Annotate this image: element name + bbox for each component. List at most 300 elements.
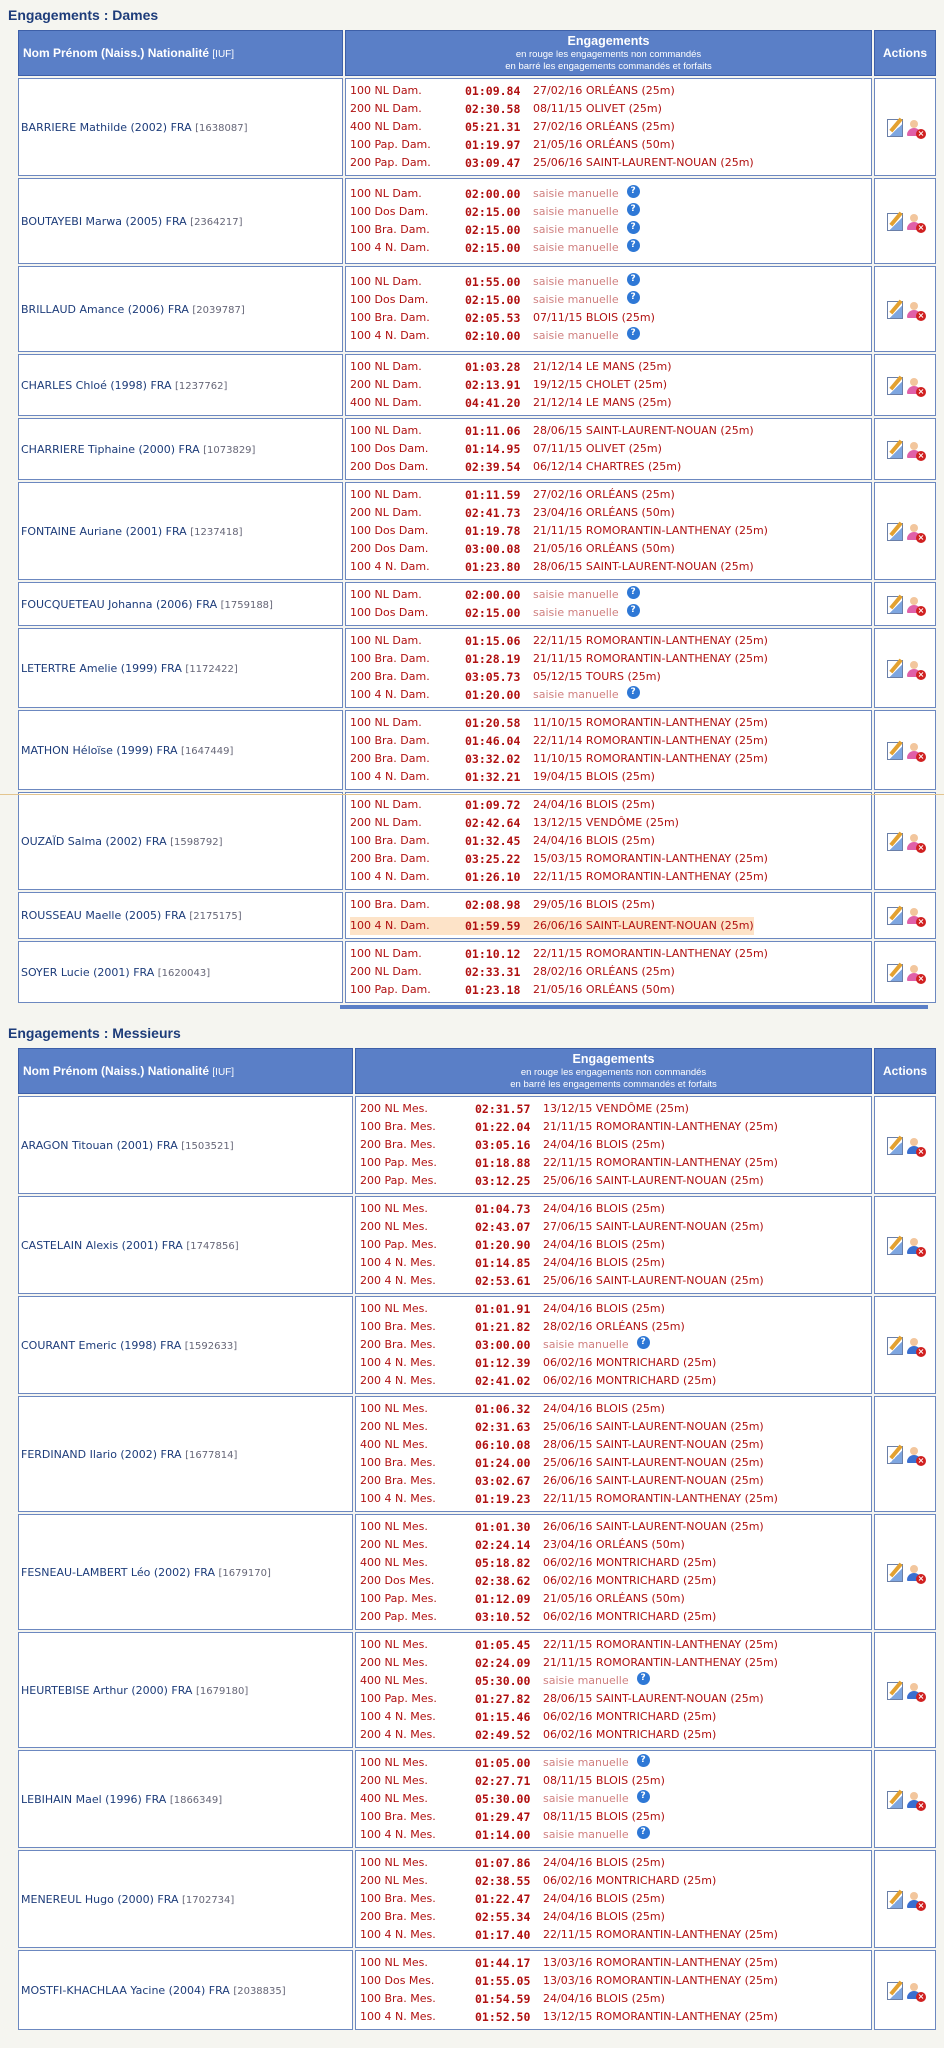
engagement-line [360,1518,867,1536]
entry-time: 02:55.34 [475,1910,531,1924]
engagement-line [350,750,867,768]
swimmer-iuf: [1866349] [169,1794,223,1806]
event-name: 100 Pap. Dam. [350,138,431,151]
event-name: 200 Dos Dam. [350,542,429,555]
event-name: 100 NL Mes. [360,1302,428,1315]
event-name: 100 NL Mes. [360,1956,428,1969]
performance-info: 23/04/16 ORLÉANS (50m) [533,506,675,519]
engagement-line [360,1318,867,1336]
swimmer-name-cell [18,482,343,580]
event-name: 100 NL Dam. [350,588,422,601]
help-icon[interactable]: ? [627,586,640,599]
event-name: 100 Bra. Mes. [360,1120,436,1133]
engagement-line [350,732,867,750]
engagement-line [350,604,867,622]
help-icon[interactable]: ? [627,327,640,340]
swimmer-row [18,1632,936,1748]
swimmer-iuf: [1503521] [181,1140,234,1152]
event-name: 200 Bra. Dam. [350,852,430,865]
entry-time: 01:27.82 [475,1692,531,1706]
swimmer-iuf: [1237418] [190,526,243,538]
swimmer-iuf: [2038835] [233,1985,286,1997]
engagement-line [360,1100,867,1118]
performance-info: 24/04/16 BLOIS (25m) [543,1138,665,1151]
performance-info: 23/04/16 ORLÉANS (50m) [543,1538,685,1551]
swimmer-row [18,1750,936,1848]
edit-icon[interactable] [887,742,903,760]
engagement-line [350,768,867,786]
event-name: 100 NL Dam. [350,716,422,729]
swimmer-name-cell [18,1950,353,2030]
engagement-line [360,1954,867,1972]
engagement-line [350,832,867,850]
manual-entry-label: saisie manuelle [543,1792,629,1805]
performance-info: 08/11/15 BLOIS (25m) [543,1810,665,1823]
engagement-line [360,1572,867,1590]
engagement-line [350,868,867,886]
entry-time: 01:22.04 [475,1120,531,1134]
performance-info: 25/06/16 SAINT-LAURENT-NOUAN (25m) [543,1174,764,1187]
help-icon[interactable]: ? [637,1336,650,1349]
swimmer-name: ROUSSEAU Maelle (2005) FRA [21,909,186,922]
performance-info: 25/06/16 SAINT-LAURENT-NOUAN (25m) [533,156,754,169]
remove-swimmer-male-icon[interactable]: × [905,1982,923,2000]
swimmer-row [18,266,936,352]
remove-swimmer-female-icon[interactable]: × [905,523,923,541]
swimmer-row [18,418,936,480]
remove-swimmer-female-icon[interactable]: × [905,377,923,395]
help-icon[interactable]: ? [637,1826,650,1839]
engagement-line [360,1590,867,1608]
remove-swimmer-female-icon[interactable]: × [905,907,923,925]
help-icon[interactable]: ? [627,185,640,198]
edit-icon[interactable] [887,119,903,137]
engagement-line [360,1990,867,2008]
performance-info: 19/12/15 CHOLET (25m) [533,378,668,391]
entry-time: 01:12.09 [475,1592,531,1606]
swimmer-iuf: [1747856] [186,1240,239,1252]
performance-info: 11/10/15 ROMORANTIN-LANTHENAY (25m) [533,716,768,729]
engagement-line [360,1218,867,1236]
performance-info: 15/03/15 ROMORANTIN-LANTHENAY (25m) [533,852,768,865]
remove-swimmer-female-icon[interactable]: × [905,596,923,614]
actions-cell [874,892,936,939]
performance-info: 26/06/16 SAINT-LAURENT-NOUAN (25m) [533,919,754,932]
remove-swimmer-male-icon[interactable]: × [905,1237,923,1255]
event-name: 100 Dos Dam. [350,442,429,455]
event-name: 200 Bra. Dam. [350,670,430,683]
swimmer-name-cell [18,1396,353,1512]
entry-time: 05:30.00 [475,1792,531,1806]
performance-info: 21/11/15 ROMORANTIN-LANTHENAY (25m) [533,524,768,537]
event-name: 200 Bra. Mes. [360,1474,436,1487]
engagement-line [350,118,867,136]
event-name: 100 NL Dam. [350,798,422,811]
entry-time: 01:14.00 [475,1828,531,1842]
entry-time: 03:02.67 [475,1474,531,1488]
header-engagements: Engagements en rouge les engagements non commandés en barré les engagements commandés et forfaits [355,1048,872,1094]
help-icon[interactable]: ? [627,221,640,234]
event-name: 100 Bra. Dam. [350,652,430,665]
event-name: 100 Bra. Mes. [360,1892,436,1905]
event-name: 100 4 N. Mes. [360,1256,436,1269]
performance-info: 27/02/16 ORLÉANS (25m) [533,84,675,97]
remove-swimmer-female-icon[interactable]: × [905,301,923,319]
event-name: 400 NL Dam. [350,120,422,133]
manual-entry-label: saisie manuelle [533,187,619,200]
entry-time: 02:00.00 [465,588,521,602]
remove-swimmer-female-icon[interactable]: × [905,964,923,982]
section-dames [0,2,938,1009]
engagements-cell [355,1096,872,1194]
entry-time: 01:14.85 [475,1256,531,1270]
performance-info: 22/11/15 ROMORANTIN-LANTHENAY (25m) [533,947,768,960]
swimmer-iuf: [2364217] [190,216,243,228]
swimmer-row [18,1096,936,1194]
performance-info: 13/03/16 ROMORANTIN-LANTHENAY (25m) [543,1974,778,1987]
event-name: 100 4 N. Dam. [350,560,430,573]
engagement-line [360,1972,867,1990]
performance-info: 06/02/16 MONTRICHARD (25m) [543,1874,717,1887]
edit-icon[interactable] [887,660,903,678]
entry-time: 01:17.40 [475,1928,531,1942]
event-name: 200 Dos Dam. [350,460,429,473]
swimmer-iuf: [1073829] [203,444,256,456]
edit-icon[interactable] [887,833,903,851]
entry-time: 01:05.45 [475,1638,531,1652]
event-name: 100 NL Mes. [360,1856,428,1869]
event-name: 100 4 N. Mes. [360,1828,436,1841]
section-title-messieurs: Engagements : Messieurs [8,1025,181,1041]
entry-time: 02:41.02 [475,1374,531,1388]
performance-info: 06/12/14 CHARTRES (25m) [533,460,682,473]
event-name: 100 Bra. Dam. [350,834,430,847]
event-name: 200 NL Mes. [360,1874,428,1887]
edit-icon[interactable] [887,1564,903,1582]
swimmer-row [18,1514,936,1630]
swimmer-iuf: [1620043] [157,967,211,979]
engagement-line [350,440,867,458]
entry-time: 01:15.46 [475,1710,531,1724]
swimmer-name: CASTELAIN Alexis (2001) FRA [21,1238,183,1252]
performance-info: 06/02/16 MONTRICHARD (25m) [543,1610,717,1623]
remove-swimmer-female-icon[interactable]: × [905,660,923,678]
help-icon[interactable]: ? [627,239,640,252]
swimmer-name-cell [18,1196,353,1294]
remove-swimmer-male-icon[interactable]: × [905,1682,923,1700]
help-icon[interactable]: ? [627,203,640,216]
entry-time: 02:10.00 [465,329,521,343]
engagement-line [350,458,867,476]
event-name: 100 4 N. Dam. [350,919,430,932]
entry-time: 02:15.00 [465,606,521,620]
edit-icon[interactable] [887,523,903,541]
swimmer-row [18,1296,936,1394]
event-name: 200 NL Mes. [360,1102,428,1115]
swimmer-iuf: [1237762] [175,380,228,392]
entry-time: 01:15.06 [465,634,521,648]
event-name: 400 NL Mes. [360,1556,428,1569]
entry-time: 02:42.64 [465,816,521,830]
remove-swimmer-male-icon[interactable]: × [905,1791,923,1809]
performance-info: 06/02/16 MONTRICHARD (25m) [543,1728,717,1741]
swimmer-name-cell [18,1514,353,1630]
engagements-cell [355,1296,872,1394]
entry-time: 01:44.17 [475,1956,531,1970]
engagement-line [350,291,867,309]
performance-info: 25/06/16 SAINT-LAURENT-NOUAN (25m) [543,1274,764,1287]
engagement-line [350,239,867,257]
engagements-cell [355,1396,872,1512]
engagement-line [350,154,867,172]
engagement-line [360,1200,867,1218]
swimmer-name-cell [18,1850,353,1948]
event-name: 100 4 N. Dam. [350,329,430,342]
engagement-line [350,981,867,999]
engagement-line [350,522,867,540]
engagement-line [350,376,867,394]
engagements-cell [355,1750,872,1848]
event-name: 100 NL Dam. [350,488,422,501]
edit-icon[interactable] [887,907,903,925]
actions-cell [874,582,936,626]
entry-time: 01:07.86 [475,1856,531,1870]
remove-swimmer-male-icon[interactable]: × [905,1137,923,1155]
performance-info: 06/02/16 MONTRICHARD (25m) [543,1374,717,1387]
event-name: 100 Pap. Mes. [360,1238,437,1251]
help-icon[interactable]: ? [627,291,640,304]
performance-info: 13/12/15 ROMORANTIN-LANTHENAY (25m) [543,2010,778,2023]
entry-time: 02:08.98 [465,898,521,912]
event-name: 100 NL Dam. [350,424,422,437]
entry-time: 01:23.18 [465,983,521,997]
manual-entry-label: saisie manuelle [533,588,619,601]
help-icon[interactable]: ? [627,686,640,699]
actions-cell [874,1514,936,1630]
event-name: 200 Bra. Mes. [360,1910,436,1923]
remove-swimmer-female-icon[interactable]: × [905,213,923,231]
edit-icon[interactable] [887,441,903,459]
swimmer-iuf: [2039787] [192,304,245,316]
header-engagements: Engagements en rouge les engagements non commandés en barré les engagements commandés et forfaits [345,30,872,76]
performance-info: 21/05/16 ORLÉANS (50m) [543,1592,685,1605]
entry-time: 01:21.82 [475,1320,531,1334]
engagement-line [350,100,867,118]
entry-time: 01:26.10 [465,870,521,884]
performance-info: 19/04/15 BLOIS (25m) [533,770,655,783]
event-name: 200 NL Dam. [350,965,422,978]
actions-cell [874,1850,936,1948]
header-name: Nom Prénom (Naiss.) Nationalité [IUF] [18,1048,353,1094]
actions-cell [874,792,936,890]
event-name: 400 NL Mes. [360,1674,428,1687]
swimmer-iuf: [1702734] [181,1894,235,1906]
entry-time: 02:43.07 [475,1220,531,1234]
engagement-line [360,1436,867,1454]
entry-time: 02:31.57 [475,1102,531,1116]
performance-info: 29/05/16 BLOIS (25m) [533,898,655,911]
event-name: 100 Dos Dam. [350,205,429,218]
engagement-line [360,1254,867,1272]
swimmer-row [18,710,936,790]
engagement-line [350,504,867,522]
entry-time: 02:15.00 [465,293,521,307]
actions-cell [874,78,936,176]
engagements-cell [355,1196,872,1294]
remove-swimmer-female-icon[interactable]: × [905,441,923,459]
engagement-line [350,273,867,291]
event-name: 100 Bra. Mes. [360,1320,436,1333]
engagement-line [350,540,867,558]
manual-entry-label: saisie manuelle [543,1828,629,1841]
engagements-cell [355,1850,872,1948]
help-icon[interactable]: ? [637,1672,650,1685]
swimmer-iuf: [1679180] [195,1685,249,1697]
engagement-line [360,1354,867,1372]
remove-swimmer-female-icon[interactable]: × [905,742,923,760]
entry-time: 02:53.61 [475,1274,531,1288]
engagement-line [360,2008,867,2026]
swimmer-name: BOUTAYEBI Marwa (2005) FRA [21,214,187,228]
edit-icon[interactable] [887,596,903,614]
performance-info: 21/05/16 ORLÉANS (50m) [533,542,675,555]
performance-info: 06/02/16 MONTRICHARD (25m) [543,1356,717,1369]
entry-time: 01:19.97 [465,138,521,152]
actions-cell [874,1296,936,1394]
swimmer-name: MENEREUL Hugo (2000) FRA [21,1892,179,1906]
actions-cell [874,354,936,416]
entry-time: 03:05.16 [475,1138,531,1152]
engagements-cell [345,710,872,790]
performance-info: 08/11/15 BLOIS (25m) [543,1774,665,1787]
event-name: 100 NL Mes. [360,1520,428,1533]
swimmer-name-cell [18,941,343,1003]
help-icon[interactable]: ? [637,1790,650,1803]
entry-time: 01:11.59 [465,488,521,502]
remove-swimmer-male-icon[interactable]: × [905,1891,923,1909]
remove-swimmer-female-icon[interactable]: × [905,833,923,851]
performance-info: 21/05/16 ORLÉANS (50m) [533,138,675,151]
manual-entry-label: saisie manuelle [533,223,619,236]
performance-info: 22/11/14 ROMORANTIN-LANTHENAY (25m) [533,734,768,747]
event-name: 200 Bra. Mes. [360,1138,436,1151]
edit-icon[interactable] [887,1137,903,1155]
swimmer-name: LETERTRE Amelie (1999) FRA [21,661,182,675]
performance-info: 28/02/16 ORLÉANS (25m) [533,965,675,978]
engagements-cell [345,266,872,352]
edit-icon[interactable] [887,964,903,982]
performance-info: 27/02/16 ORLÉANS (25m) [533,488,675,501]
swimmer-name: FOUCQUETEAU Johanna (2006) FRA [21,597,218,611]
performance-info: 21/05/16 ORLÉANS (50m) [533,983,675,996]
edit-icon[interactable] [887,1791,903,1809]
entry-time: 03:00.08 [465,542,521,556]
swimmer-row [18,1196,936,1294]
table-bottom-bar [340,1005,928,1009]
entry-time: 02:31.63 [475,1420,531,1434]
entry-time: 02:49.52 [475,1728,531,1742]
remove-swimmer-female-icon[interactable]: × [905,119,923,137]
engagement-line [360,1854,867,1872]
swimmer-row [18,78,936,176]
event-name: 100 Dos Mes. [360,1974,435,1987]
event-name: 100 NL Mes. [360,1402,428,1415]
entry-time: 01:28.19 [465,652,521,666]
performance-info: 28/02/16 ORLÉANS (25m) [543,1320,685,1333]
edit-icon[interactable] [887,1982,903,2000]
entry-time: 03:09.47 [465,156,521,170]
edit-icon[interactable] [887,377,903,395]
manual-entry-label: saisie manuelle [543,1756,629,1769]
swimmer-name: CHARLES Chloé (1998) FRA [21,378,172,392]
entry-time: 01:19.78 [465,524,521,538]
edit-icon[interactable] [887,1682,903,1700]
remove-swimmer-male-icon[interactable]: × [905,1337,923,1355]
entry-time: 03:10.52 [475,1610,531,1624]
performance-info: 22/11/15 ROMORANTIN-LANTHENAY (25m) [543,1492,778,1505]
engagements-cell [345,892,872,939]
performance-info: 22/11/15 ROMORANTIN-LANTHENAY (25m) [533,634,768,647]
manual-entry-label: saisie manuelle [533,688,619,701]
event-name: 100 NL Dam. [350,360,422,373]
engagement-line [360,1400,867,1418]
entry-time: 01:29.47 [475,1810,531,1824]
engagements-cell [345,628,872,708]
engagements-cell [345,482,872,580]
performance-info: 05/12/15 TOURS (25m) [533,670,661,683]
event-name: 100 NL Dam. [350,275,422,288]
swimmer-row [18,628,936,708]
edit-icon[interactable] [887,301,903,319]
remove-swimmer-male-icon[interactable]: × [905,1446,923,1464]
performance-info: 13/12/15 VENDÔME (25m) [543,1102,689,1115]
manual-entry-label: saisie manuelle [533,205,619,218]
help-icon[interactable]: ? [627,604,640,617]
entry-time: 01:05.00 [475,1756,531,1770]
swimmer-name: BARRIERE Mathilde (2002) FRA [21,120,192,134]
messieurs-table [16,1046,938,2032]
edit-icon[interactable] [887,213,903,231]
edit-icon[interactable] [887,1446,903,1464]
performance-info: 24/04/16 BLOIS (25m) [533,834,655,847]
edit-icon[interactable] [887,1337,903,1355]
entry-time: 01:11.06 [465,424,521,438]
engagement-line [360,1908,867,1926]
engagement-line [350,221,867,239]
event-name: 200 NL Dam. [350,378,422,391]
engagement-line [350,422,867,440]
engagement-line [350,82,867,100]
engagement-line [350,394,867,412]
event-name: 100 Bra. Mes. [360,1810,436,1823]
remove-swimmer-male-icon[interactable]: × [905,1564,923,1582]
engagement-line [360,1726,867,1744]
event-name: 100 4 N. Mes. [360,1492,436,1505]
event-name: 100 4 N. Dam. [350,770,430,783]
event-name: 100 4 N. Dam. [350,241,430,254]
help-icon[interactable]: ? [627,273,640,286]
page-fold-separator [0,794,944,795]
edit-icon[interactable] [887,1237,903,1255]
entry-time: 03:25.22 [465,852,521,866]
performance-info: 24/04/16 BLOIS (25m) [543,1992,665,2005]
event-name: 200 4 N. Mes. [360,1728,436,1741]
event-name: 100 Pap. Dam. [350,983,431,996]
swimmer-name: HEURTEBISE Arthur (2000) FRA [21,1683,193,1697]
entry-time: 02:38.55 [475,1874,531,1888]
edit-icon[interactable] [887,1891,903,1909]
help-icon[interactable]: ? [637,1754,650,1767]
